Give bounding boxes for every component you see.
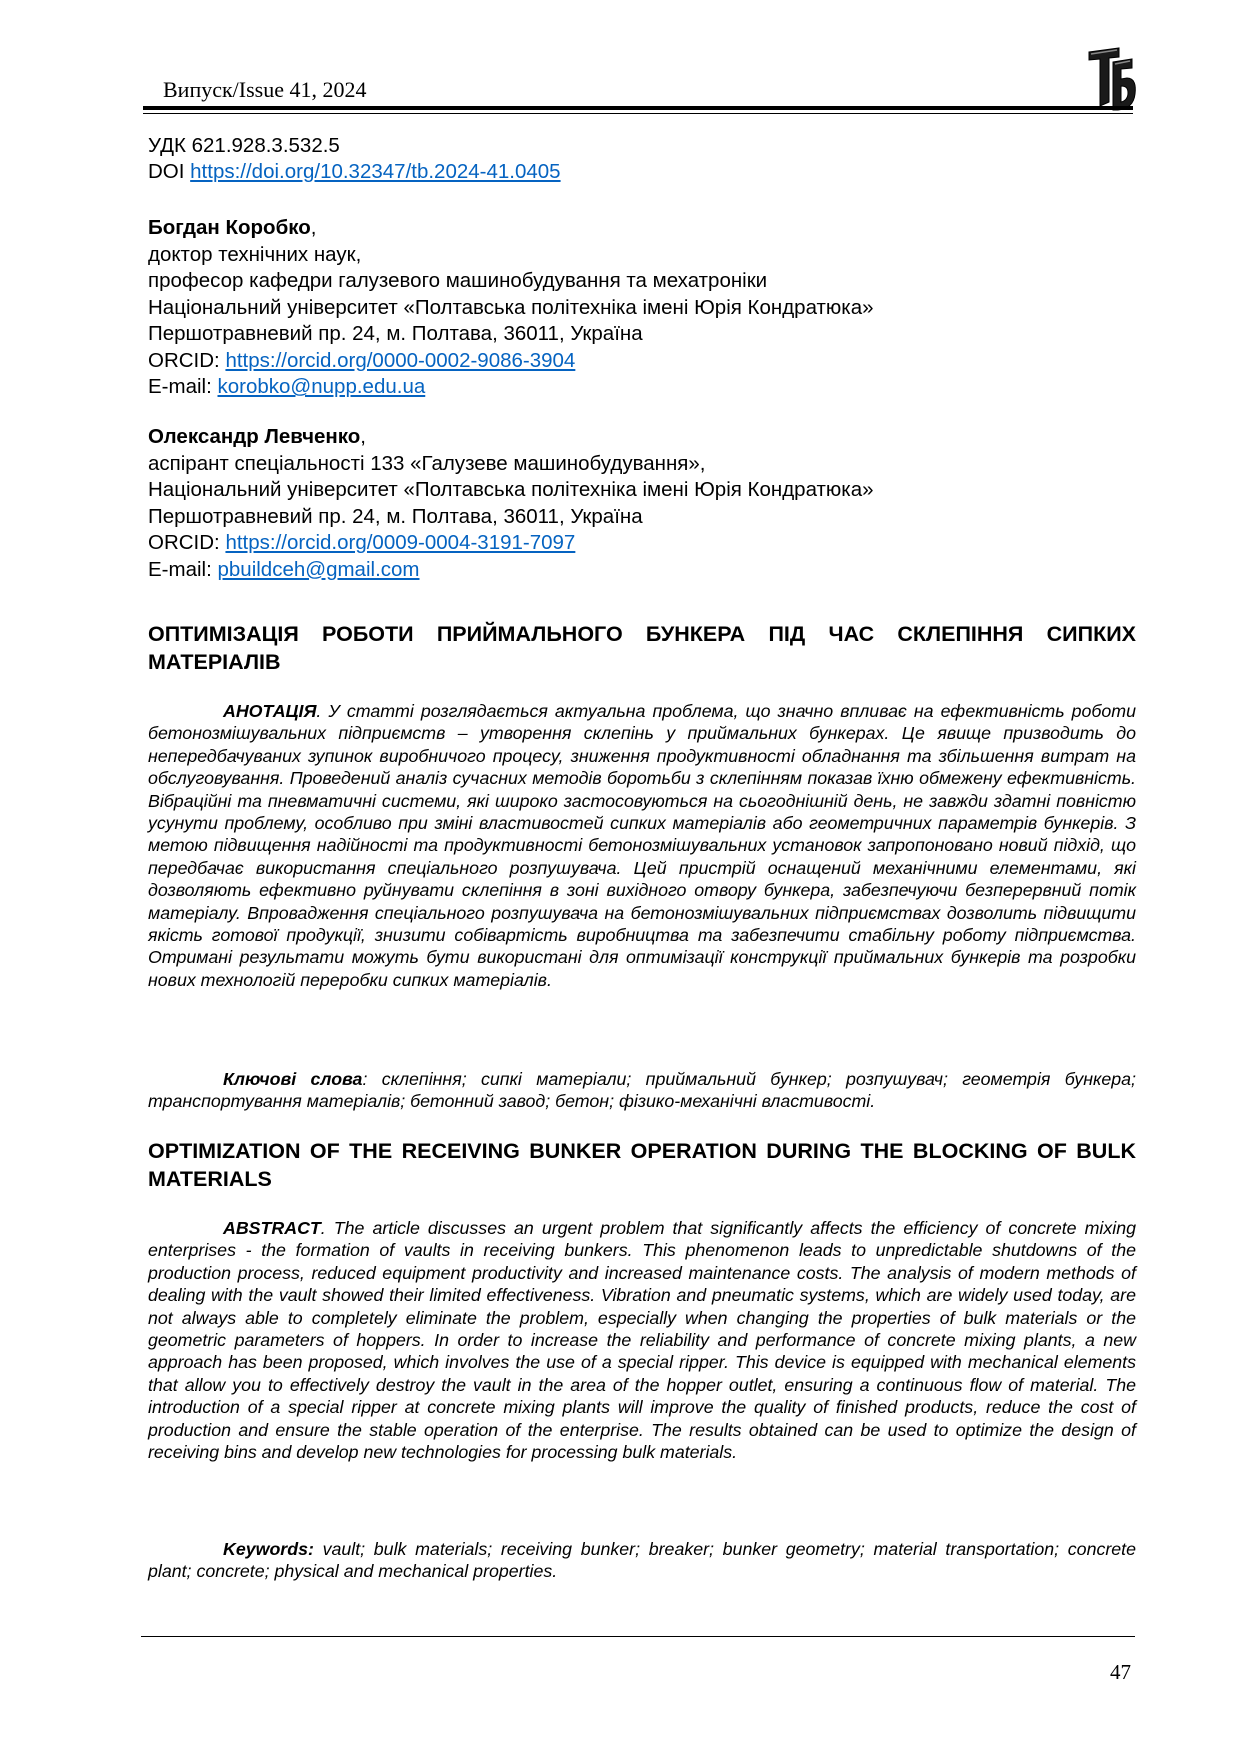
author-name: Богдан Коробко: [148, 216, 311, 239]
orcid-label: ORCID:: [148, 531, 220, 554]
header-rule-thick: [143, 106, 1133, 110]
author-degree: доктор технічних наук,: [148, 242, 362, 266]
doi-line: [148, 159, 561, 185]
keywords-ua: [148, 1068, 1136, 1113]
author-address: Першотравневий пр. 24, м. Полтава, 36011, Україна: [148, 504, 643, 528]
page-number: 47: [1110, 1660, 1131, 1684]
keywords-label: Keywords:: [223, 1539, 314, 1559]
orcid-label: ORCID:: [148, 348, 220, 372]
author-name: Олександр Левченко: [148, 425, 361, 448]
author-orcid: [148, 348, 874, 375]
email-link[interactable]: korobko@nupp.edu.ua: [217, 375, 426, 398]
email-link[interactable]: pbuildceh@gmail.com: [217, 557, 420, 581]
author-block-1: Богдан Коробко, доктор технічних наук, професор кафедри галузевого машинобудування та мехатроніки Національний університет «Полтавська політехніка імені Юрія Кондратюка» Першотравневий пр. 24, м. Полтава, 36011, Україна ORCID: https://orcid.org/0000-0002-9086-3904 E-mail: korobko@nupp.edu.ua: [148, 215, 874, 401]
author-email: [148, 374, 874, 401]
abstract-label: АНОТАЦІЯ: [223, 701, 317, 721]
keywords-text: vault; bulk materials; receiving bunker; breaker; bunker geometry; material transportation; concrete plant; concrete; physical and mechanical properties.: [148, 1539, 1136, 1582]
abstract-en: [148, 1217, 1136, 1463]
keywords-label: Ключові слова: [223, 1069, 363, 1089]
orcid-link[interactable]: https://orcid.org/0009-0004-3191-7097: [225, 531, 576, 554]
keywords-en: [148, 1538, 1136, 1583]
abstract-ua: [148, 700, 1136, 991]
journal-logo-icon: [1085, 46, 1137, 112]
author-address: Першотравневий пр. 24, м. Полтава, 36011, Україна: [148, 322, 643, 345]
orcid-link[interactable]: https://orcid.org/0000-0002-9086-3904: [225, 348, 576, 372]
author-email: [148, 557, 874, 584]
author-position: професор кафедри галузевого машинобудування та мехатроніки: [148, 269, 768, 292]
footer-rule: [141, 1636, 1135, 1637]
abstract-text: . The article discusses an urgent problem that significantly affects the efficiency of concrete mixing enterprises - the formation of vaults in receiving bunkers. This phenomenon leads to unpredictable shutdowns of the production process, reduced equipment productivity and increased maintenance costs. The analysis of modern methods of dealing with the vault showed their limited effectiveness. Vibration and pneumatic systems, which are widely used today, are not always able to completely eliminate the problem, especially when changing the properties of bulk materials or the geometric parameters of hoppers. In order to increase the reliability and performance of concrete mixing plants, a new approach has been proposed, which involves the use of a special ripper. This device is equipped with mechanical elements that allow you to effectively destroy the vault in the area of the hopper outlet, ensuring a continuous flow of material. The introduction of a special ripper at concrete mixing plants will improve the quality of finished products, reduce the cost of production and ensure the stable operation of the enterprise. The results obtained can be used to optimize the design of receiving bins and develop new technologies for processing bulk materials.: [148, 1218, 1136, 1463]
author-orcid: [148, 530, 874, 557]
author-university: Національний університет «Полтавська політехніка імені Юрія Кондратюка»: [148, 295, 874, 319]
article-title-en: OPTIMIZATION OF THE RECEIVING BUNKER OPERATION DURING THE BLOCKING OF BULK MATERIALS: [148, 1139, 1136, 1191]
author-position: аспірант спеціальності 133 «Галузеве машинобудування»,: [148, 451, 706, 475]
doi-link[interactable]: https://doi.org/10.32347/tb.2024-41.0405: [190, 160, 561, 183]
doi-label: DOI: [148, 160, 185, 183]
article-title-ua: ОПТИМІЗАЦІЯ РОБОТИ ПРИЙМАЛЬНОГО БУНКЕРА ПІД ЧАС СКЛЕПІННЯ СИПКИХ МАТЕРІАЛІВ: [148, 622, 1136, 674]
udk-code: УДК 621.928.3.532.5: [148, 134, 340, 157]
author-block-2: Олександр Левченко, аспірант спеціальності 133 «Галузеве машинобудування», Національний університет «Полтавська політехніка імені Юрія Кондратюка» Першотравневий пр. 24, м. Полтава, 36011, Україна ORCID: https://orcid.org/0009-0004-3191-7097 E-mail: pbuildceh@gmail.com: [148, 424, 874, 583]
abstract-label: ABSTRACT: [223, 1218, 321, 1238]
issue-label: Випуск/Issue 41, 2024: [163, 77, 367, 102]
email-label: E-mail:: [148, 375, 212, 398]
article-meta: [148, 133, 561, 185]
page-header: [143, 46, 1136, 116]
author-university: Національний університет «Полтавська політехніка імені Юрія Кондратюка»: [148, 478, 874, 501]
abstract-text: . У статті розглядається актуальна проблема, що значно впливає на ефективність роботи бетонозмішувальних підприємств – утворення склепінь у приймальних бункерах. Це явище призводить до непередбачуваних зупинок виробничого процесу, зниження продуктивності обладнання та збільшення витрат на обслуговування. Проведений аналіз сучасних методів боротьби з склепінням показав їхню обмежену ефективність. Вібраційні та пневматичні системи, які широко застосовуються на сьогоднішній день, не завжди здатні повністю усунути проблему, особливо при зміні властивостей сипких матеріалів або геометричних параметрів бункерів. З метою підвищення надійності та продуктивності бетонозмішувальних установок запропоновано новий підхід, що передбачає використання спеціального розпушувача. Цей пристрій оснащений механічними елементами, які дозволяють ефективно руйнувати склепіння в зоні вихідного отвору бункера, забезпечуючи безперервний потік матеріалу. Впровадження спеціального розпушувача на бетонозмішувальних підприємствах дозволить підвищити якість готової продукції, знизити собівартість виробництва та забезпечити стабільну роботу підприємства. Отримані результати можуть бути використані для оптимізації конструкції приймальних бункерів та розробки нових технологій переробки сипких матеріалів.: [148, 701, 1136, 990]
email-label: E-mail:: [148, 557, 212, 581]
header-rule-thin: [143, 113, 1133, 114]
keywords-text: : склепіння; сипкі матеріали; приймальний бункер; розпушувач; геометрія бункера; транспортування матеріалів; бетонний завод; бетон; фізико-механічні властивості.: [148, 1069, 1136, 1112]
